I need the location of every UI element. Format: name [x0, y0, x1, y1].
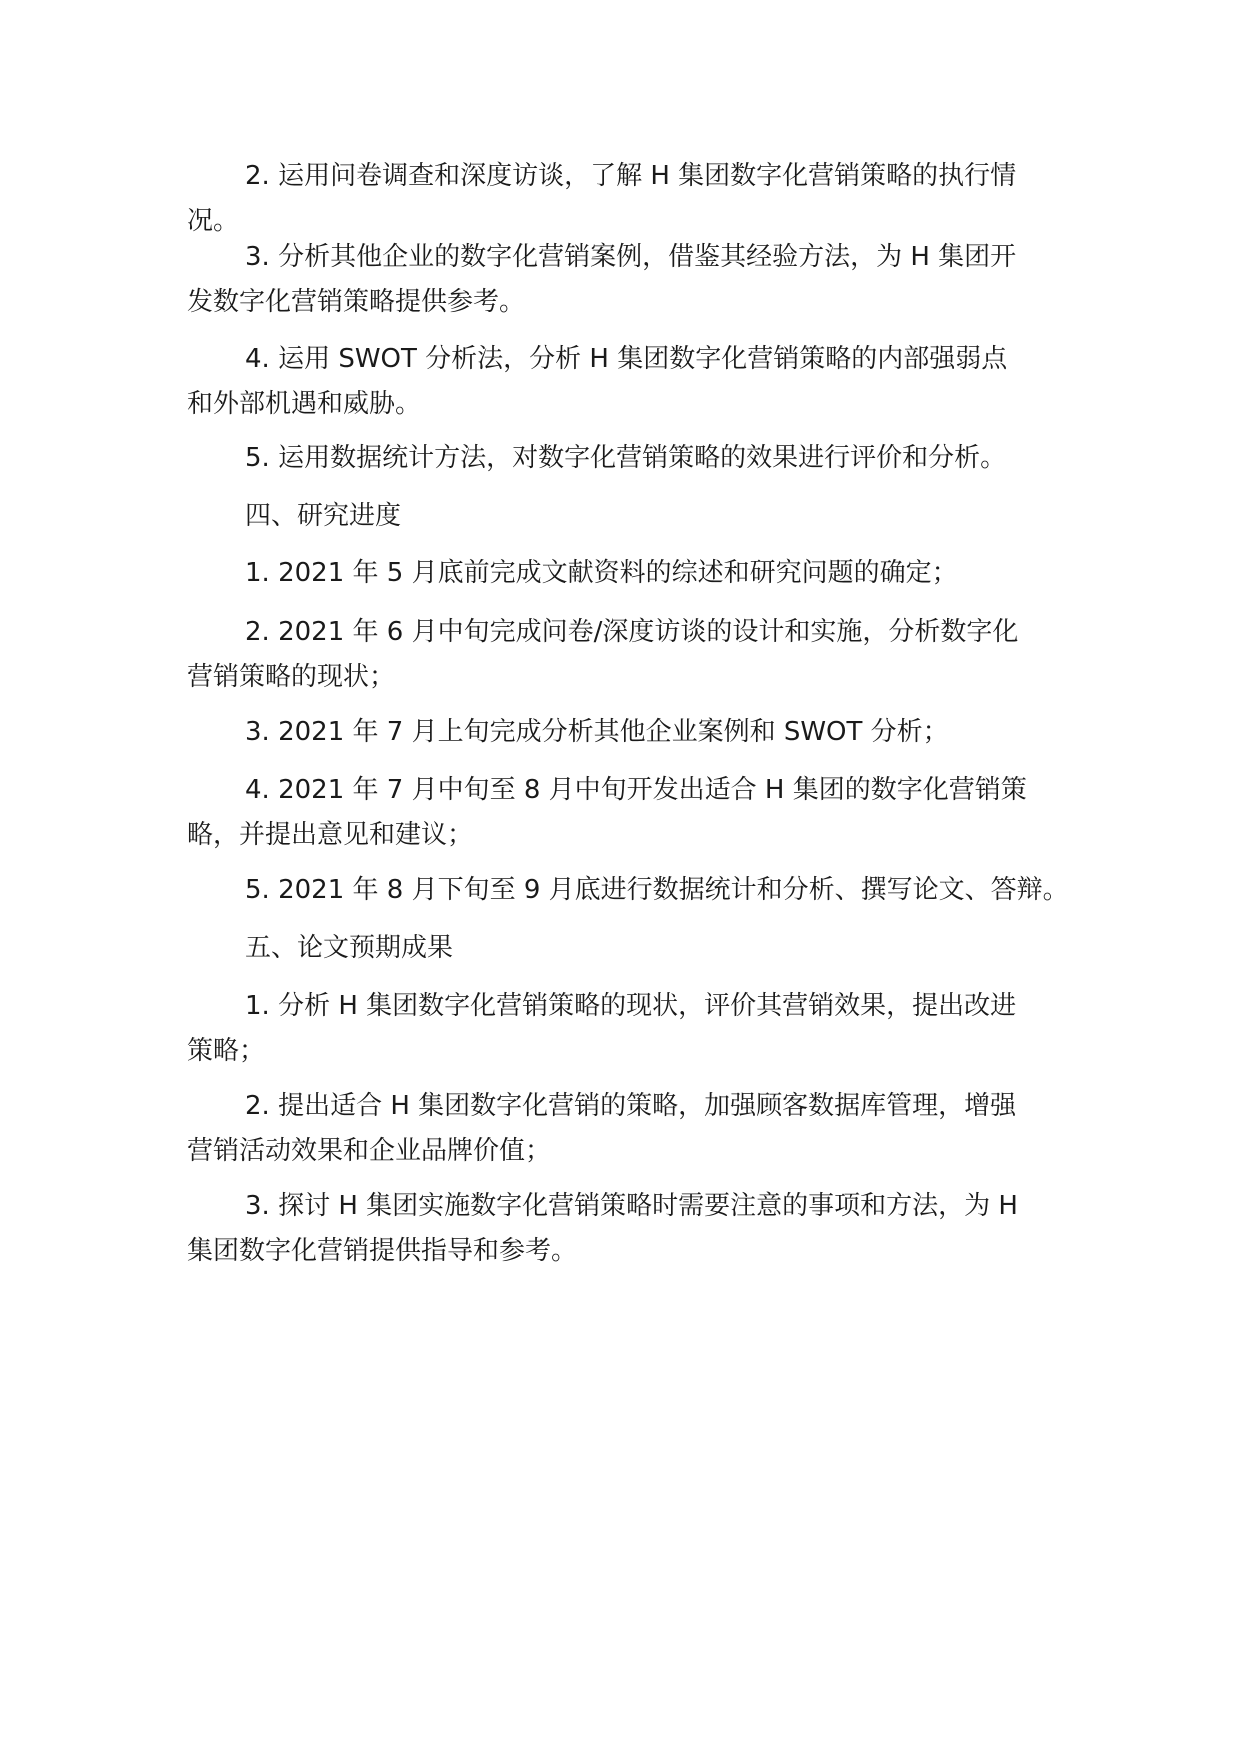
section-heading: 五、论文预期成果	[245, 933, 454, 963]
paragraph-line: 集团数字化营销提供指导和参考。	[187, 1236, 578, 1266]
paragraph-line: 和外部机遇和威胁。	[187, 389, 422, 419]
paragraph-progress-4	[187, 768, 1057, 858]
paragraph-method-3	[187, 235, 1057, 325]
paragraph-line: 1. 分析 H 集团数字化营销策略的现状，评价其营销效果，提出改进	[245, 991, 1017, 1021]
paragraph-method-2	[187, 154, 1057, 244]
paragraph-line: 3. 2021 年 7 月上旬完成分析其他企业案例和 SWOT 分析；	[245, 717, 949, 747]
paragraph-progress-5	[187, 868, 1069, 913]
paragraph-line: 2. 运用问卷调查和深度访谈，了解 H 集团数字化营销策略的执行情	[245, 161, 1017, 191]
paragraph-progress-1	[187, 551, 1057, 596]
section-heading: 四、研究进度	[245, 501, 402, 531]
paragraph-line: 略，并提出意见和建议；	[187, 820, 474, 850]
paragraph-line: 营销活动效果和企业品牌价值；	[187, 1136, 552, 1166]
paragraph-line: 2. 2021 年 6 月中旬完成问卷/深度访谈的设计和实施，分析数字化	[245, 617, 1019, 647]
paragraph-method-5	[187, 436, 1057, 481]
paragraph-line: 4. 2021 年 7 月中旬至 8 月中旬开发出适合 H 集团的数字化营销策	[245, 775, 1027, 805]
paragraph-line: 1. 2021 年 5 月底前完成文献资料的综述和研究问题的确定；	[245, 558, 958, 588]
paragraph-progress-2	[187, 610, 1057, 700]
paragraph-line: 4. 运用 SWOT 分析法，分析 H 集团数字化营销策略的内部强弱点	[245, 344, 1008, 374]
paragraph-method-4	[187, 337, 1057, 427]
section-heading-research-progress	[187, 494, 1057, 539]
paragraph-line: 5. 运用数据统计方法，对数字化营销策略的效果进行评价和分析。	[245, 443, 1007, 473]
paragraph-line: 策略；	[187, 1036, 266, 1066]
paragraph-results-1	[187, 984, 1057, 1074]
paragraph-line: 2. 提出适合 H 集团数字化营销的策略，加强顾客数据库管理，增强	[245, 1091, 1017, 1121]
paragraph-line: 况。	[187, 206, 240, 236]
paragraph-line: 发数字化营销策略提供参考。	[187, 287, 526, 317]
paragraph-line: 3. 探讨 H 集团实施数字化营销策略时需要注意的事项和方法，为 H	[245, 1191, 1018, 1221]
paragraph-results-2	[187, 1084, 1057, 1174]
paragraph-progress-3	[187, 710, 1057, 755]
paragraph-line: 营销策略的现状；	[187, 662, 396, 692]
paragraph-line: 5. 2021 年 8 月下旬至 9 月底进行数据统计和分析、撰写论文、答辩。	[245, 875, 1069, 905]
paragraph-line: 3. 分析其他企业的数字化营销案例，借鉴其经验方法，为 H 集团开	[245, 242, 1017, 272]
paragraph-results-3	[187, 1184, 1057, 1274]
section-heading-expected-results	[187, 926, 1057, 971]
